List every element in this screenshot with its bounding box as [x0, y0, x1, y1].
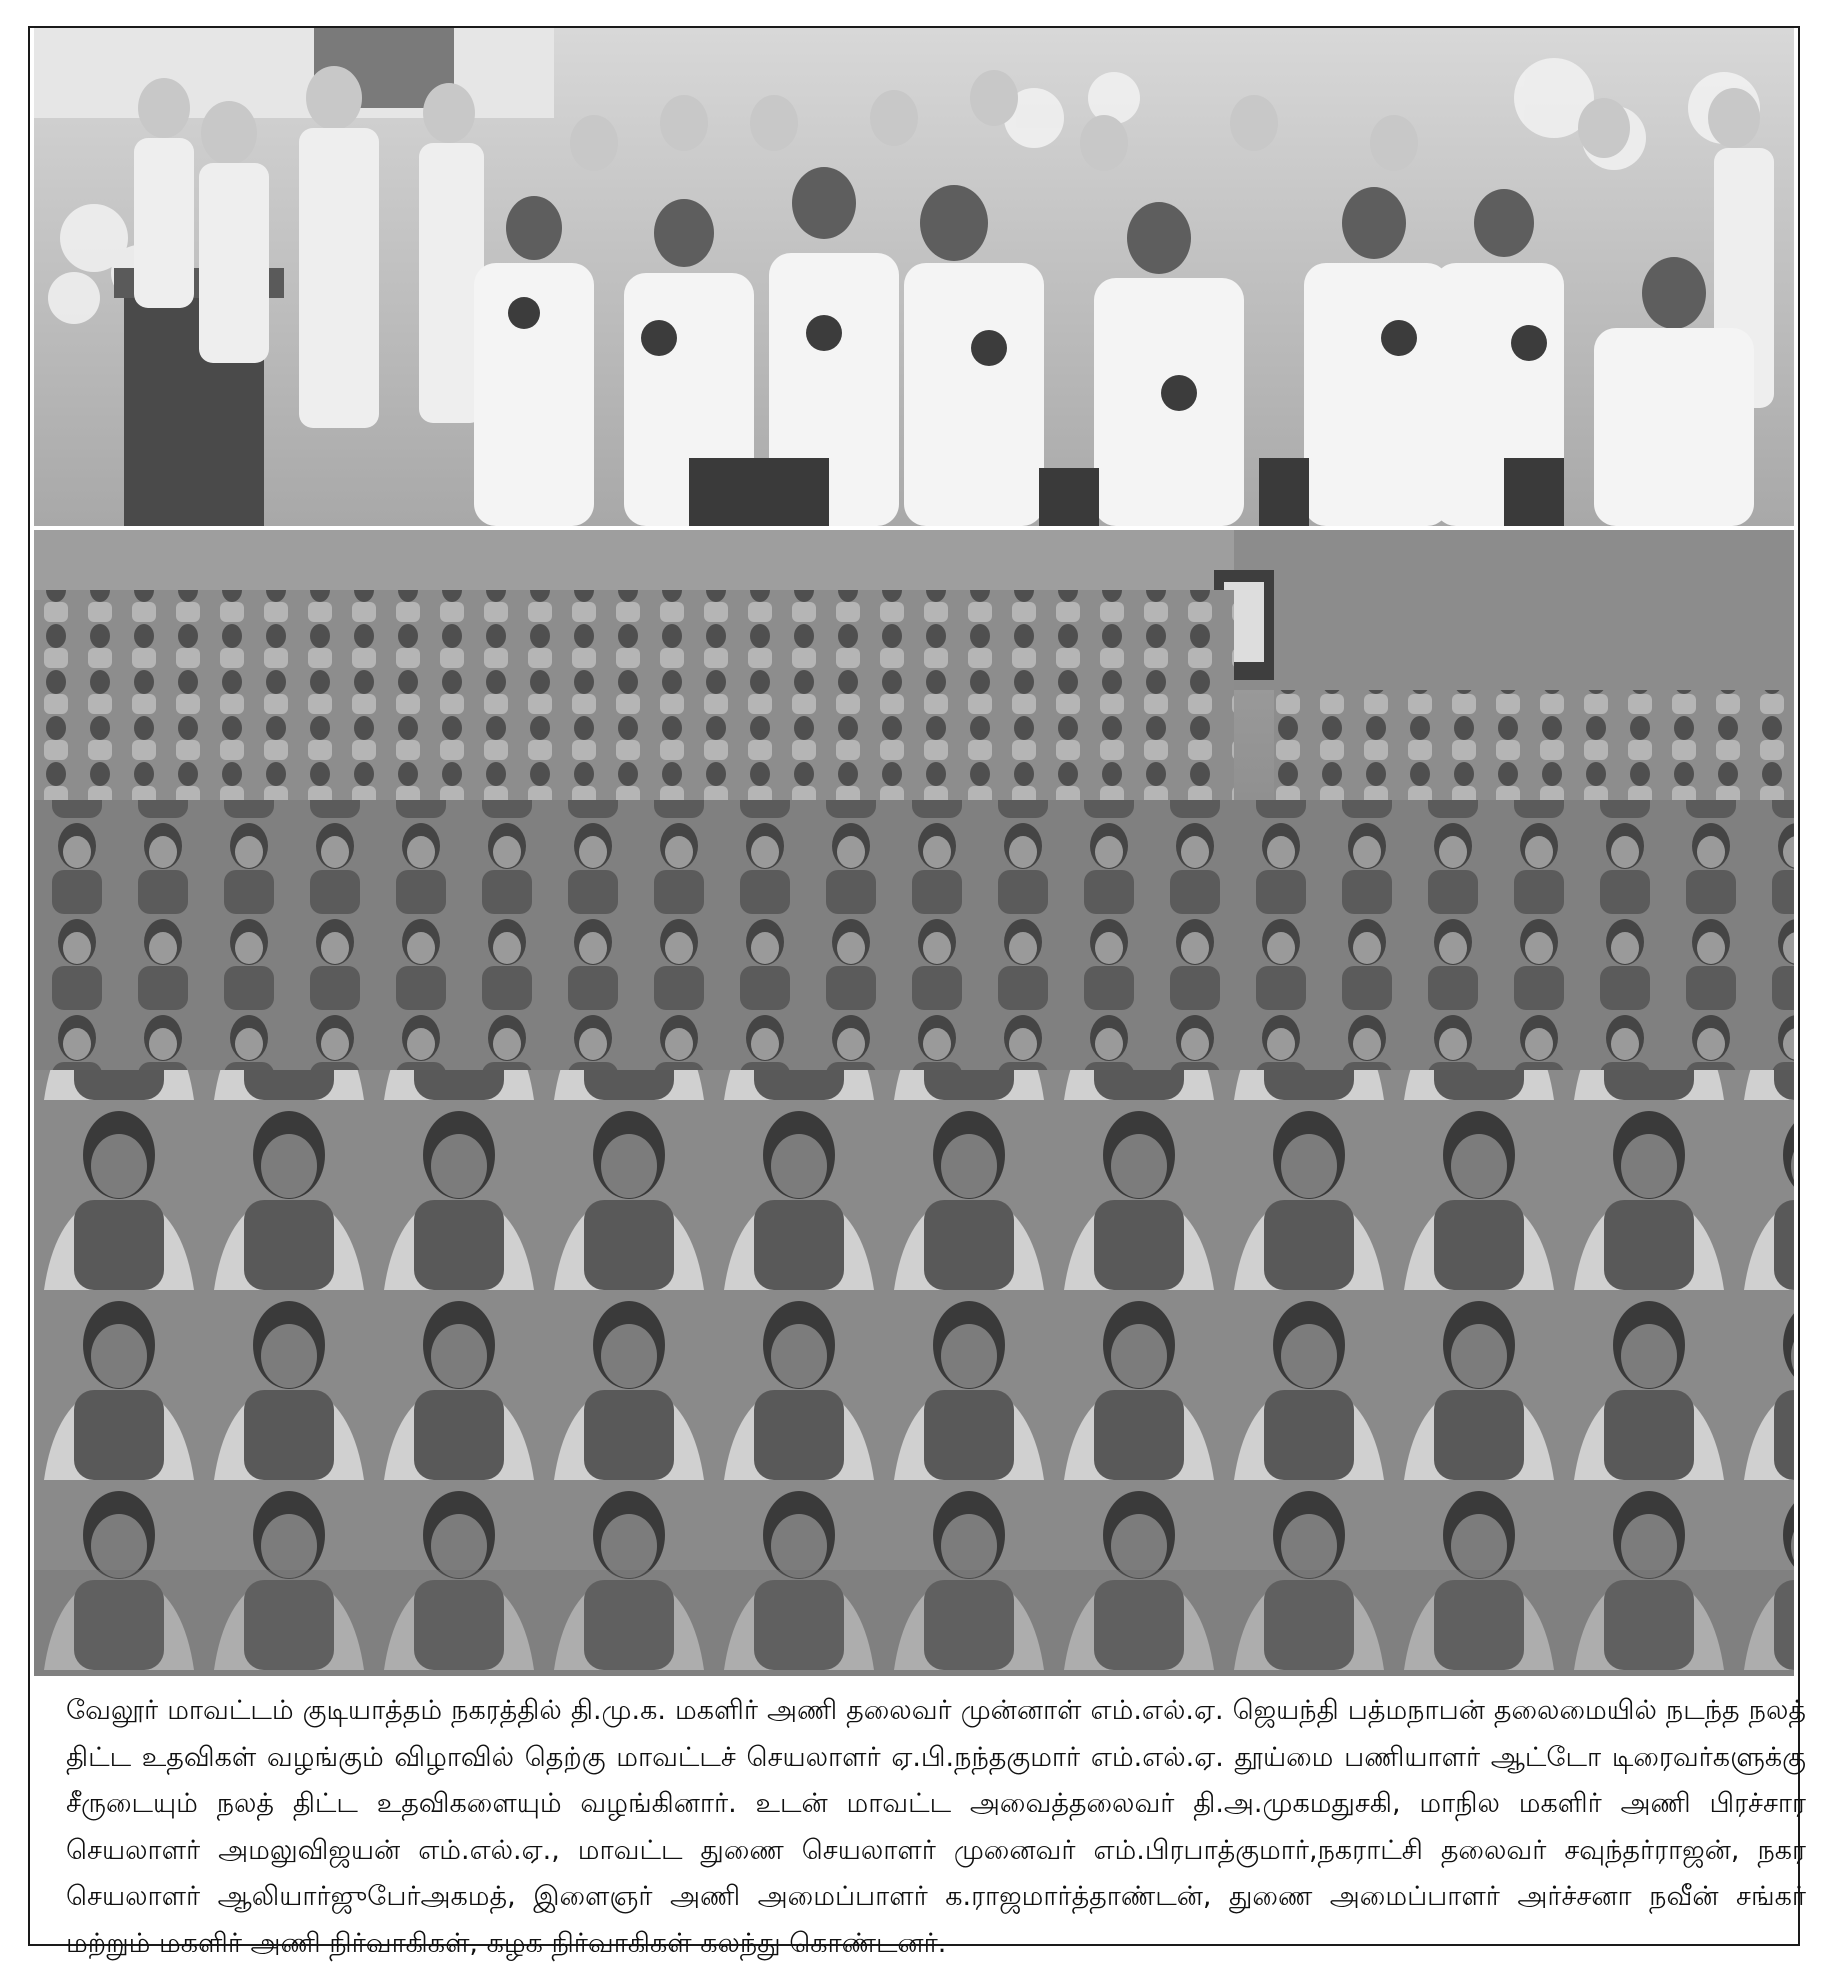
audience-photo-graphic — [34, 530, 1794, 1676]
news-photo-frame — [28, 26, 1806, 1959]
photo-caption: வேலூர் மாவட்டம் குடியாத்தம் நகரத்தில் தி.மு.க. மகளிர் அணி தலைவர் முன்னாள் எம்.எல்.ஏ. ஜெயந்தி பத்மநாபன் தலைமையில் நடந்த நலத் திட்ட உதவிகள் வழங்கும் விழாவில் தெற்கு மாவட்டச் செயலாளர் ஏ.பி.நந்தகுமார் எம்.எல்.ஏ. தூய்மை பணியாளர் ஆட்டோ டிரைவர்களுக்கு சீருடையும் நலத் திட்ட உதவிகளையும் வழங்கினார். உடன் மாவட்ட அவைத்தலைவர் தி.அ.முகமதுசகி, மாநில மகளிர் அணி பிரச்சார செயலாளர் அமலுவிஜயன் எம்.எல்.ஏ., மாவட்ட துணை செயலாளர் முனைவர் எம்.பிரபாத்குமார்,நகராட்சி தலைவர் சவுந்தர்ராஜன், நகர செயலாளர் ஆலியார்ஜுபேர்அகமத், இளைஞர் அணி அமைப்பாளர் க.ராஜமார்த்தாண்டன், துணை அமைப்பாளர் அர்ச்சனா நவீன் சங்கர் மற்றும் மகளிர் அணி நிர்வாகிகள், கழக நிர்வாகிகள் கலந்து கொண்டனர். — [66, 1695, 1806, 1959]
stage-photo-graphic — [34, 28, 1794, 526]
stage-dignitaries-photo — [34, 28, 1794, 526]
audience-photo — [34, 530, 1794, 1676]
